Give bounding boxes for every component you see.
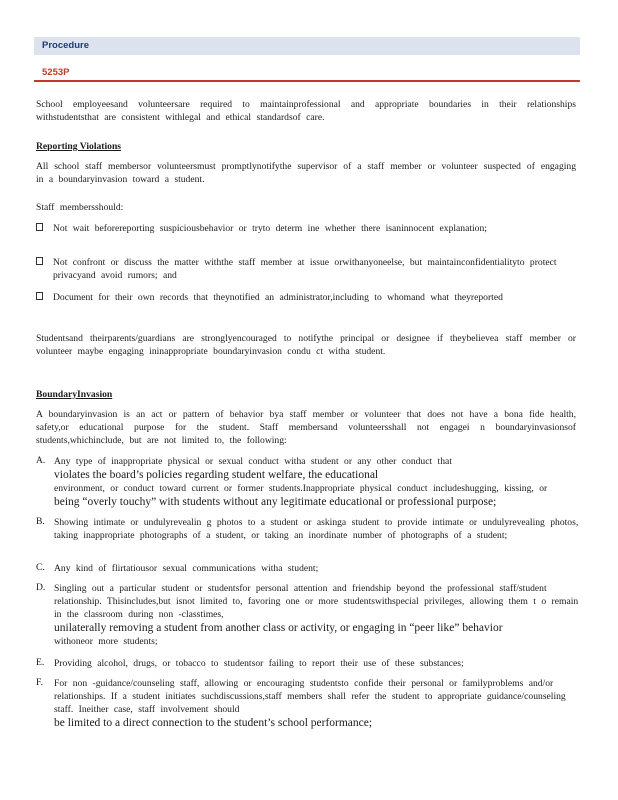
item-line: environment, or conduct toward current or former students.Inappropriate physical conduct includeshugging, kissing, or	[54, 483, 548, 494]
item-letter: A.	[36, 455, 46, 466]
item-text: Any kind of flirtatiousor sexual communications witha student;	[54, 563, 319, 574]
staff-should-label: Staff membersshould:	[36, 202, 124, 213]
bullet-text: Not confront or discuss the matter withthe staff member at issue orwithanyoneelse, but maintainconfidentialityto protect privacyand avoid rumors; and	[53, 257, 557, 281]
item-line-emphasis: violates the board’s policies regarding student welfare, the educational	[54, 469, 379, 481]
item-text: Showing intimate or undulyrevealin g photos to a student or askinga student to provide intimate or undulyrevealing photos, taking inappropriate photographs of a student, or taking an inordinate number of photographs of a student;	[54, 517, 579, 541]
document-code: 5253P	[42, 67, 70, 78]
boundary-paragraph: A boundaryinvasion is an act or pattern of behavior bya staff member or volunteer that does not have a bona fide health, safety,or educational purpose for the student. Staff membersand volunteersshall not engagei n boundaryinvasionsof students,whichinclude, but are not limited to, the following:	[36, 409, 576, 446]
item-line-emphasis: be limited to a direct connection to the student’s school performance;	[54, 717, 373, 729]
item-line: Any type of inappropriate physical or sexual conduct witha student or any other conduct that	[54, 456, 452, 467]
item-line-emphasis: unilaterally removing a student from another class or activity, or engaging in “peer like” behavior	[54, 622, 503, 634]
header-divider	[34, 80, 580, 82]
bullet-icon	[36, 223, 43, 231]
students-paragraph: Studentsand theirparents/guardians are stronglyencouraged to notifythe principal or designee if theybelievea staff member or volunteer maybe engaging ininappropriate boundaryinvasion condu ct witha student.	[36, 333, 576, 357]
item-letter: C.	[36, 562, 45, 573]
reporting-paragraph: All school staff membersor volunteersmust promptlynotifythe supervisor of a staff member or volunteer suspected of engaging in a boundaryinvasion toward a student.	[36, 161, 576, 185]
item-text: Providing alcohol, drugs, or tobacco to studentsor failing to report their use of these substances;	[54, 658, 464, 669]
item-letter: E.	[36, 657, 45, 668]
header-bar	[34, 37, 580, 55]
bullet-icon	[36, 292, 43, 300]
item-line-emphasis: being “overly touchy” with students without any legitimate educational or professional purpose;	[54, 496, 497, 508]
item-letter: D.	[36, 582, 46, 593]
header-title: Procedure	[42, 40, 89, 51]
item-line: Singling out a particular student or studentsfor personal attention and friendship beyond the professional staff/student relationship. Thisincludes,but isnot limited to, favoring one or more studentswithspecial privileges, allowing them t o remain in the classroom during non -classtimes,	[54, 583, 579, 620]
item-text	[54, 582, 586, 648]
item-line: withoneor more students;	[54, 636, 158, 647]
reporting-heading: Reporting Violations	[36, 141, 122, 152]
bullet-icon	[36, 257, 43, 265]
item-letter: F.	[36, 677, 43, 688]
item-letter: B.	[36, 516, 45, 527]
bullet-text: Document for their own records that theynotified an administrator,including to whomand what theyreported	[53, 292, 503, 303]
item-text	[54, 677, 586, 730]
intro-paragraph: School employeesand volunteersare required to maintainprofessional and appropriate boundaries in their relationships withstudentsthat are consistent withlegal and ethical standardsof care.	[36, 99, 576, 123]
item-line: For non -guidance/counseling staff, allowing or encouraging studentsto confide their personal or familyproblems and/or relationships. If a student initiates suchdiscussions,staff members shall refer the student to appropriate guidance/counseling staff. Ineither case, staff involvement should	[54, 678, 566, 715]
boundary-heading: BoundaryInvasion	[36, 389, 113, 400]
bullet-text: Not wait beforereporting suspiciousbehavior or tryto determ ine whether there isaninnocent explanation;	[53, 223, 487, 234]
item-text	[54, 455, 586, 509]
